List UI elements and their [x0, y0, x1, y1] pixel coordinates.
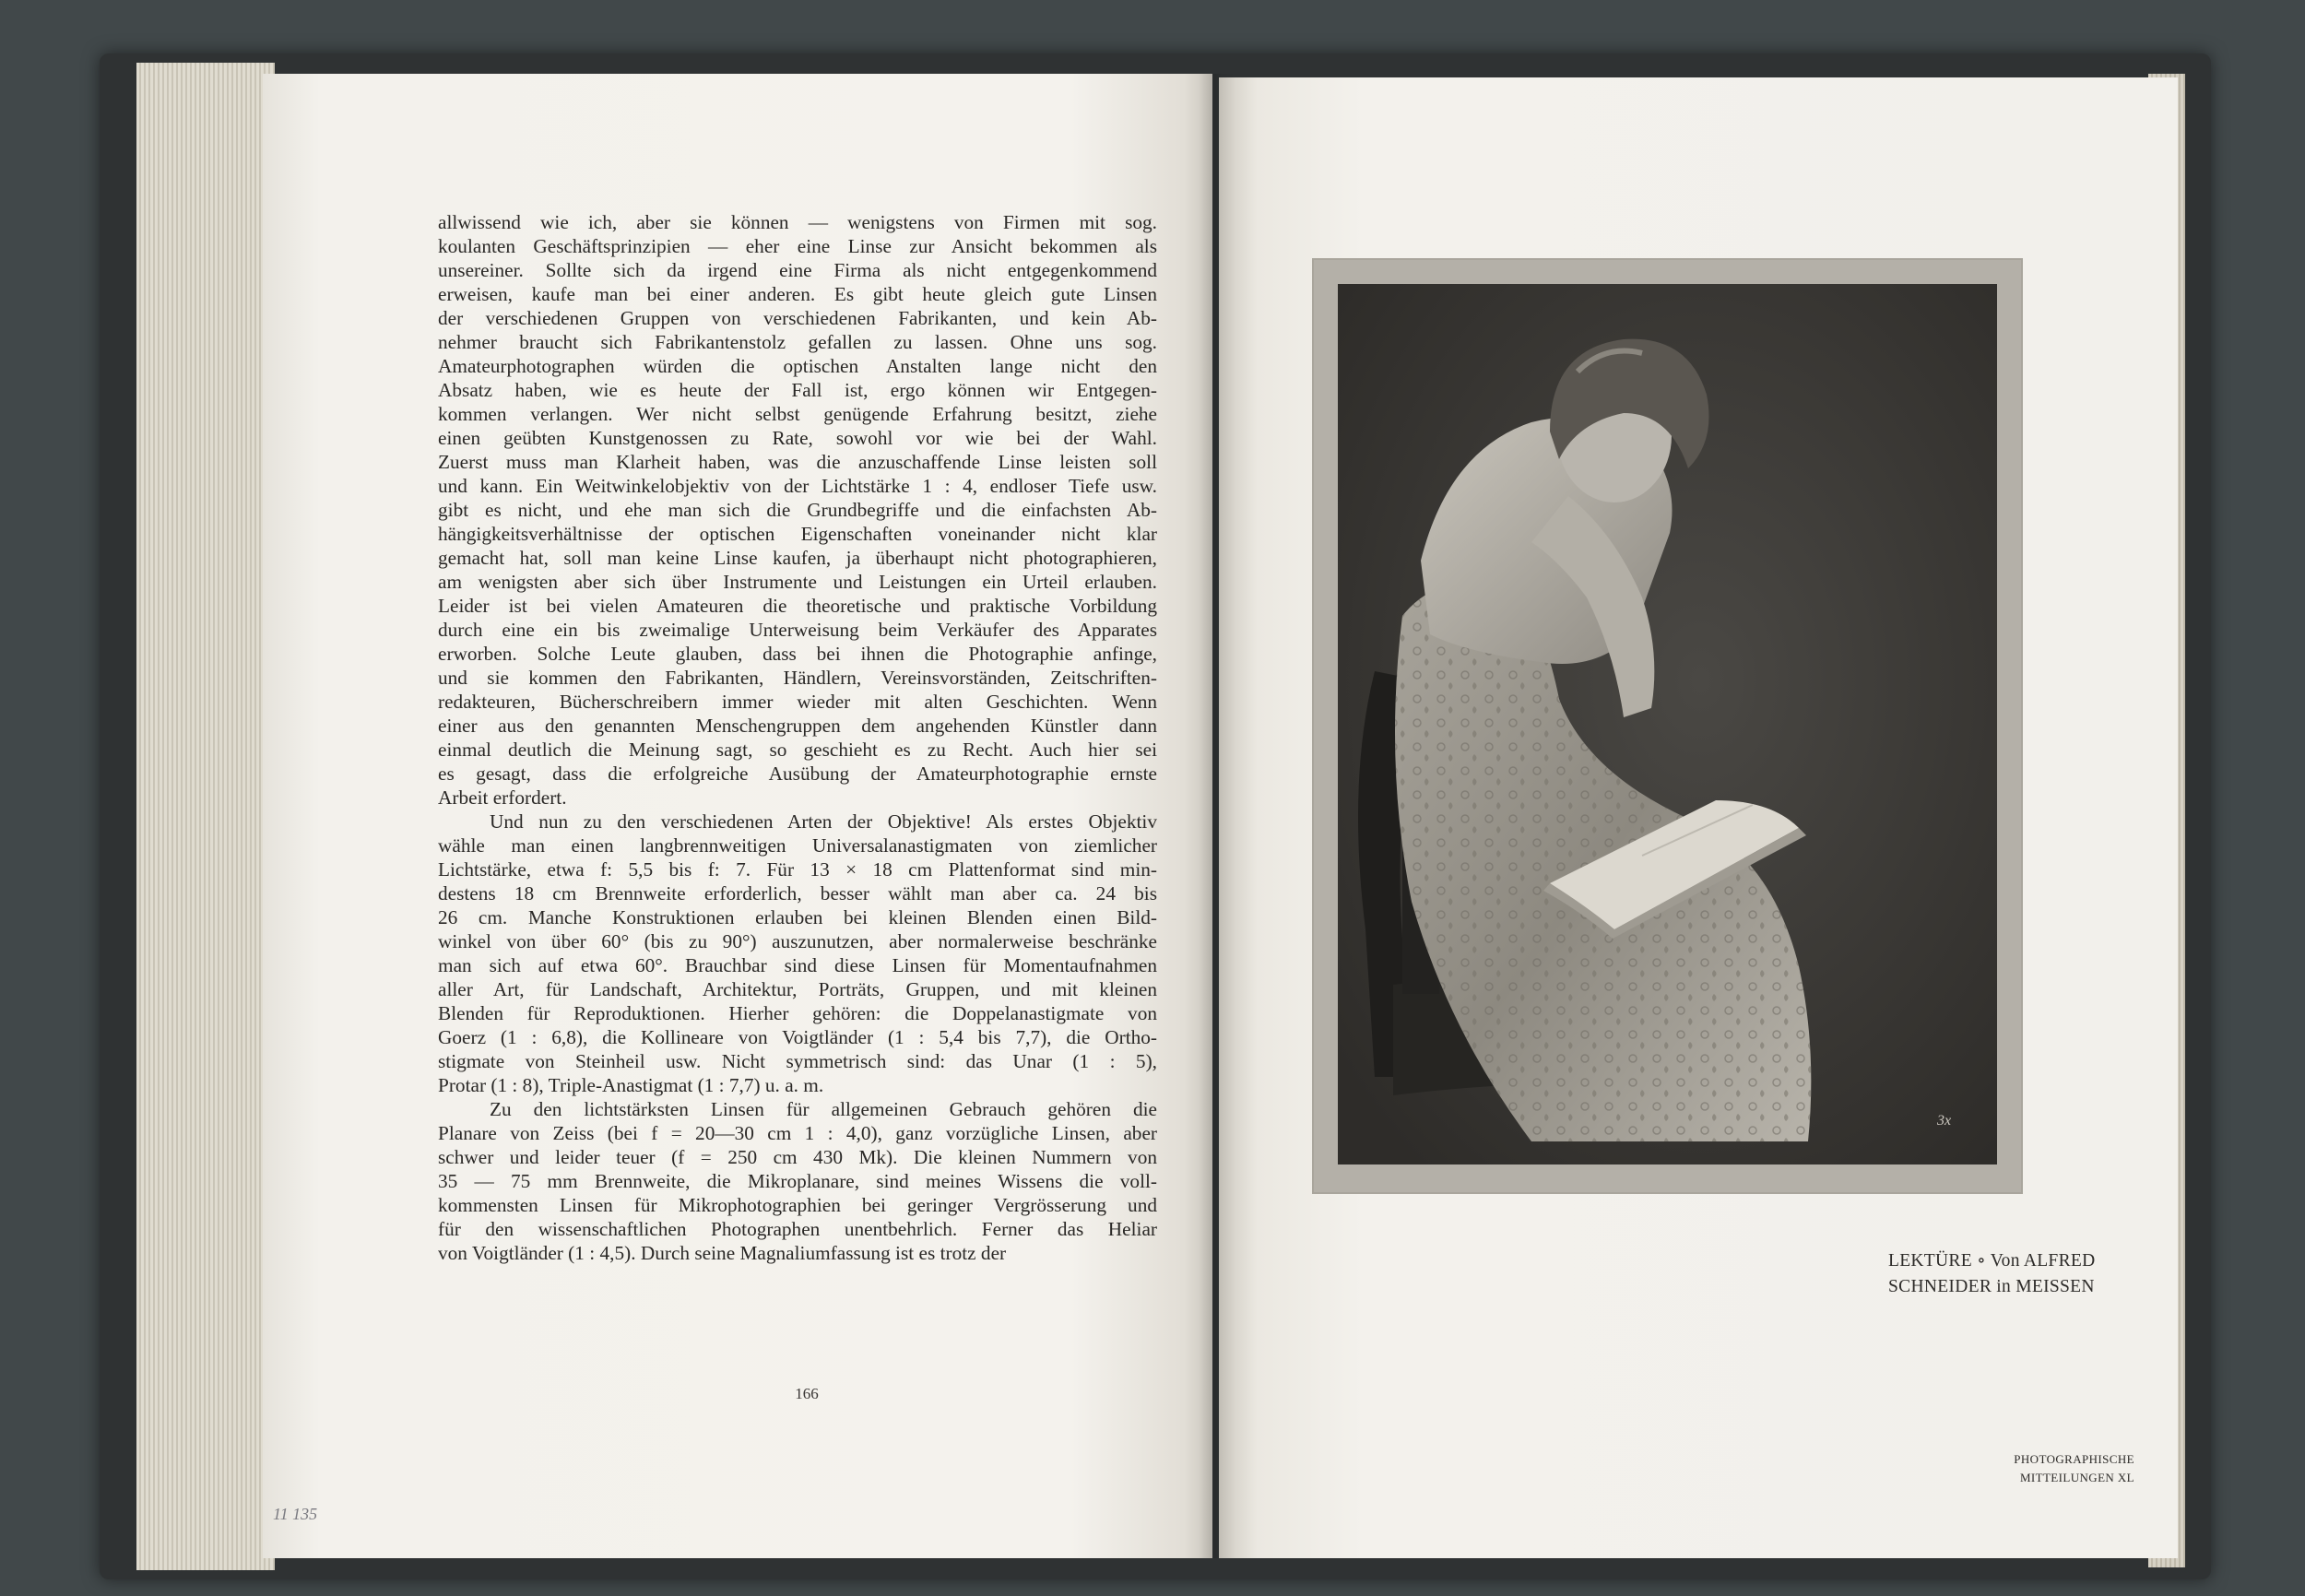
text-line: Absatz haben, wie es heute der Fall ist, ergo können wir Entgegen- — [438, 379, 1157, 401]
text-line: Zu den lichtstärksten Linsen für allgemeinen Gebrauch gehören die — [490, 1098, 1157, 1120]
text-line: 26 cm. Manche Konstruktionen erlauben bei kleinen Blenden einen Bild- — [438, 906, 1157, 928]
text-line: es gesagt, dass die erfolgreiche Ausübung der Amateurphotographie ernste — [438, 763, 1157, 785]
text-line: destens 18 cm Brennweite erforderlich, besser wählt man aber ca. 24 bis — [438, 882, 1157, 904]
margin-pencil-note: 11 135 — [273, 1505, 318, 1523]
text-line: Zuerst muss man Klarheit haben, was die anzuschaffende Linse leisten soll — [438, 451, 1157, 473]
page-edges-left — [136, 63, 275, 1570]
text-line: durch eine ein bis zweimalige Unterweisung beim Verkäufer des Apparates — [438, 619, 1157, 641]
text-line: allwissend wie ich, aber sie können — wenigstens von Firmen mit sog. — [438, 211, 1157, 233]
text-line: nehmer braucht sich Fabrikantenstolz gefallen zu lassen. Ohne uns sog. — [438, 331, 1157, 353]
book-gutter — [1199, 74, 1235, 1558]
photo-signature: 3x — [1937, 1113, 1952, 1129]
text-line: Goerz (1 : 6,8), die Kollineare von Voigtländer (1 : 5,4 bis 7,7), die Ortho- — [438, 1026, 1157, 1048]
photo-caption — [1888, 1248, 2095, 1300]
text-line: für den wissenschaftlichen Photographen unentbehrlich. Ferner das Heliar — [438, 1218, 1157, 1240]
text-line: stigmate von Steinheil usw. Nicht symmetrisch sind: das Unar (1 : 5), — [438, 1050, 1157, 1072]
text-line: schwer und leider teuer (f = 250 cm 430 Mk). Die kleinen Nummern von — [438, 1146, 1157, 1168]
text-line: man sich auf etwa 60°. Brauchbar sind diese Linsen für Momentaufnahmen — [438, 954, 1157, 976]
text-line: erweisen, kaufe man bei einer anderen. Es gibt heute gleich gute Linsen — [438, 283, 1157, 305]
text-line: erworben. Solche Leute glauben, dass bei ihnen die Photographie anfinge, — [438, 643, 1157, 665]
text-line: einer aus den genannten Menschengruppen dem angehenden Künstler dann — [438, 715, 1157, 737]
footer-line-1: PHOTOGRAPHISCHE — [2014, 1452, 2134, 1466]
text-line: kommensten Linsen für Mikrophotographien bei geringer Vergrösserung und — [438, 1194, 1157, 1216]
text-line: koulanten Geschäftsprinzipien — eher eine Linse zur Ansicht bekommen als — [438, 235, 1157, 257]
text-line: winkel von über 60° (bis zu 90°) auszunutzen, aber normalerweise beschränke — [438, 930, 1157, 952]
text-line: 35 — 75 mm Brennweite, die Mikroplanare, sind meines Wissens die voll- — [438, 1170, 1157, 1192]
photo-woman-reading — [1338, 284, 1997, 1164]
text-line: Amateurphotographen würden die optischen Anstalten lange nicht den — [438, 355, 1157, 377]
text-line: Lichtstärke, etwa f: 5,5 bis f: 7. Für 13 × 18 cm Plattenformat sind min- — [438, 858, 1157, 881]
text-line: von Voigtländer (1 : 4,5). Durch seine Magnaliumfassung ist es trotz der — [438, 1242, 1007, 1264]
text-line: Planare von Zeiss (bei f = 20—30 cm 1 : 4,0), ganz vorzügliche Linsen, aber — [438, 1122, 1157, 1144]
text-line: Und nun zu den verschiedenen Arten der Objektive! Als erstes Objektiv — [490, 810, 1157, 833]
text-line: Blenden für Reproduktionen. Hierher gehören: die Doppelanastigmate von — [438, 1002, 1157, 1024]
caption-line-2: SCHNEIDER in MEISSEN — [1888, 1277, 2095, 1296]
caption-line-1: LEKTÜRE ∘ Von ALFRED — [1888, 1251, 2096, 1271]
page-number: 166 — [795, 1385, 819, 1402]
text-line: gemacht hat, soll man keine Linse kaufen, ja überhaupt nicht photographieren, — [438, 547, 1157, 569]
text-line: gibt es nicht, und ehe man sich die Grundbegriffe und die einfachsten Ab- — [438, 499, 1157, 521]
text-line: Leider ist bei vielen Amateuren die theoretische und praktische Vorbildung — [438, 595, 1157, 617]
text-line: und kann. Ein Weitwinkelobjektiv von der Lichtstärke 1 : 4, endloser Tiefe usw. — [438, 475, 1157, 497]
text-line: einen geübten Kunstgenossen zu Rate, sowohl vor wie bei der Wahl. — [438, 427, 1157, 449]
text-line: Arbeit erfordert. — [438, 786, 567, 809]
text-line: redakteuren, Bücherschreibern immer wieder mit alten Geschichten. Wenn — [438, 691, 1157, 713]
text-line: und sie kommen den Fabrikanten, Händlern, Vereinsvorständen, Zeitschriften- — [438, 667, 1157, 689]
footer-line-2: MITTEILUNGEN XL — [2019, 1471, 2134, 1484]
text-line: aller Art, für Landschaft, Architektur, Porträts, Gruppen, und mit kleinen — [438, 978, 1157, 1000]
text-line: der verschiedenen Gruppen von verschiedenen Fabrikanten, und kein Ab- — [438, 307, 1157, 329]
photo-mount — [1312, 258, 2023, 1194]
text-line: Protar (1 : 8), Triple-Anastigmat (1 : 7,7) u. a. m. — [438, 1074, 824, 1096]
photograph — [1338, 284, 1997, 1164]
journal-footer — [2001, 1450, 2134, 1487]
left-page-text — [438, 210, 1157, 1265]
text-line: unsereiner. Sollte sich da irgend eine Firma als nicht entgegenkommend — [438, 259, 1157, 281]
text-line: am wenigsten aber sich über Instrumente und Leistungen ein Urteil erlauben. — [438, 571, 1157, 593]
text-line: einmal deutlich die Meinung sagt, so geschieht es zu Recht. Auch hier sei — [438, 739, 1157, 761]
text-line: kommen verlangen. Wer nicht selbst genügende Erfahrung besitzt, ziehe — [438, 403, 1157, 425]
text-line: wähle man einen langbrennweitigen Universalanastigmaten von ziemlicher — [438, 834, 1157, 857]
text-line: hängigkeitsverhältnisse der optischen Eigenschaften voneinander nicht klar — [438, 523, 1157, 545]
